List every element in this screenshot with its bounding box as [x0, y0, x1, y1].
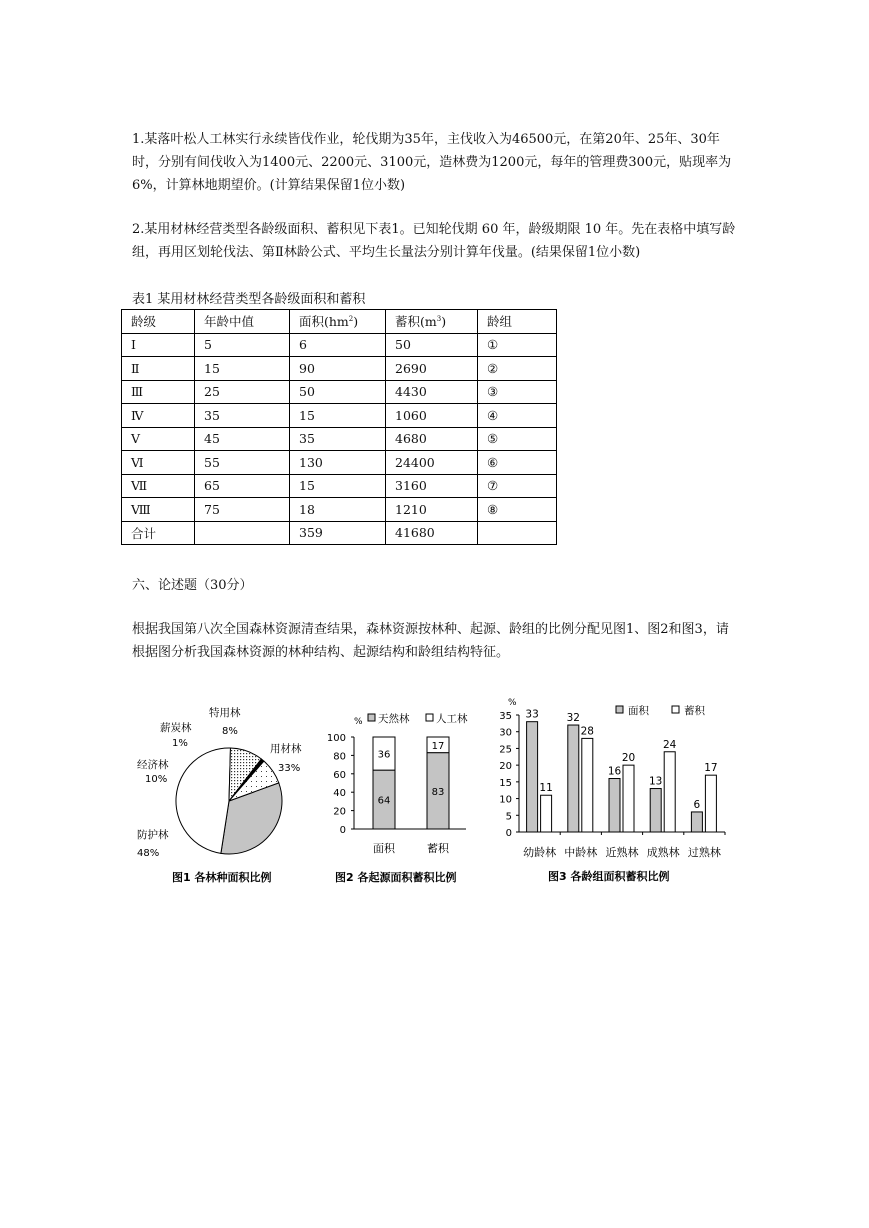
table-cell: Ⅶ — [122, 474, 195, 498]
bar-value-label: 16 — [607, 765, 622, 778]
table-cell: 15 — [290, 404, 386, 428]
table-cell: 合计 — [122, 521, 195, 545]
essay-question: 根据我国第八次全国森林资源清查结果，森林资源按林种、起源、龄组的比例分配见图1、图2和图3，请根据图分析我国森林资源的林种结构、起源结构和龄组结构特征。 — [132, 622, 729, 660]
table-cell: ⑦ — [478, 474, 557, 498]
bar-value-label: 64 — [377, 795, 391, 807]
table-cell: 55 — [195, 451, 290, 475]
y-tick-label: 60 — [333, 769, 346, 781]
header-area-sup: 2 — [348, 315, 354, 324]
table-cell: 130 — [290, 451, 386, 475]
table-cell: 15 — [195, 357, 290, 381]
x-category-label: 中龄林 — [564, 846, 598, 859]
table-cell: 50 — [386, 333, 478, 357]
bar-value-label: 36 — [377, 749, 391, 761]
y-tick-label: 10 — [499, 794, 512, 806]
section-title: 六、论述题（30分） — [132, 578, 253, 593]
header-volume-close: ) — [441, 314, 447, 330]
pie-label: 经济林 — [137, 759, 169, 771]
y-tick-label: 40 — [333, 788, 346, 800]
bar — [691, 812, 702, 832]
table-cell: 3160 — [386, 474, 478, 498]
bar-value-label: 33 — [525, 708, 539, 721]
table-cell: 1060 — [386, 404, 478, 428]
table-cell: Ⅵ — [122, 451, 195, 475]
bar-value-label: 17 — [431, 740, 445, 752]
legend-swatch — [426, 714, 433, 721]
bar — [650, 789, 661, 832]
table-cell: 359 — [290, 521, 386, 545]
x-category-label: 面积 — [373, 842, 395, 855]
table-cell: 4430 — [386, 380, 478, 404]
table-cell: 50 — [290, 380, 386, 404]
question-1: 1.某落叶松人工林实行永续皆伐作业，轮伐期为35年，主伐收入为46500元，在第20年、25年、30年时，分别有间伐收入为1400元、2200元、3100元，造林费为1200元，每年的管理费300元，贴现率为6%，计算林地期望价。(计算结果保留1位小数) — [132, 132, 732, 193]
y-tick-label: 15 — [499, 777, 512, 789]
pie-value-label: 33% — [278, 763, 301, 774]
y-unit-label: % — [354, 717, 363, 727]
table-cell: Ⅰ — [122, 333, 195, 357]
pie-label: 特用林 — [209, 707, 241, 719]
y-tick-label: 5 — [505, 811, 512, 823]
header-age-class: 龄级 — [122, 310, 195, 334]
bar — [541, 795, 552, 832]
figure-2-title: 图2 各起源面积蓄积比例 — [335, 871, 457, 884]
x-category-label: 近熟林 — [605, 846, 639, 859]
y-tick-label: 30 — [499, 727, 512, 739]
bar-value-label: 28 — [580, 725, 594, 738]
header-age-group: 龄组 — [478, 310, 557, 334]
y-tick-label: 0 — [339, 825, 346, 836]
table-cell: 5 — [195, 333, 290, 357]
y-tick-label: 20 — [333, 806, 346, 818]
y-tick-label: 35 — [499, 711, 512, 722]
legend-label: 面积 — [628, 705, 649, 717]
y-tick-label: 80 — [333, 751, 346, 763]
bar — [705, 775, 716, 832]
table-cell: 25 — [195, 380, 290, 404]
legend-swatch — [616, 706, 623, 713]
table-cell: ① — [478, 333, 557, 357]
legend-label: 天然林 — [378, 713, 410, 725]
pie-value-label: 10% — [145, 774, 168, 785]
header-area-close: ) — [353, 314, 359, 330]
y-tick-label: 25 — [499, 744, 512, 756]
pie-value-label: 48% — [137, 848, 160, 859]
table-cell: Ⅱ — [122, 357, 195, 381]
bar — [609, 779, 620, 832]
table-cell: 6 — [290, 333, 386, 357]
figure-2-stacked-bar — [327, 712, 468, 884]
pie-label: 薪炭林 — [160, 722, 192, 734]
figure-3-grouped-bar — [499, 698, 725, 883]
pie-value-label: 8% — [222, 726, 238, 737]
bar — [623, 765, 634, 832]
table-cell: Ⅳ — [122, 404, 195, 428]
table-cell: 90 — [290, 357, 386, 381]
x-category-label: 成熟林 — [646, 846, 680, 859]
figure-1-pie — [137, 706, 302, 884]
legend-swatch — [368, 714, 375, 721]
table-cell: 4680 — [386, 427, 478, 451]
header-volume-text: 蓄积(m — [395, 314, 437, 330]
bar — [664, 752, 675, 832]
y-unit-label: % — [508, 698, 517, 708]
table-cell: Ⅴ — [122, 427, 195, 451]
pie-slice-1 — [176, 748, 231, 853]
bar-value-label: 24 — [663, 738, 677, 751]
legend-label: 蓄积 — [684, 705, 705, 717]
table-cell: 15 — [290, 474, 386, 498]
header-area-text: 面积(hm — [299, 314, 349, 330]
question-2: 2.某用材林经营类型各龄级面积、蓄积见下表1。已知轮伐期 60 年，龄级期限 10 年。先在表格中填写龄组，再用区划轮伐法、第Ⅱ林龄公式、平均生长量法分别计算年伐量。(结果保留1位小数) — [132, 222, 736, 260]
bar-value-label: 13 — [649, 775, 663, 788]
x-category-label: 幼龄林 — [523, 846, 557, 859]
table-cell: 35 — [195, 404, 290, 428]
bar-value-label: 17 — [704, 762, 718, 775]
table-cell: 75 — [195, 498, 290, 522]
table-cell: 35 — [290, 427, 386, 451]
table-cell: 1210 — [386, 498, 478, 522]
bar-value-label: 11 — [539, 782, 553, 795]
table-cell: 45 — [195, 427, 290, 451]
table-cell: ⑧ — [478, 498, 557, 522]
table-cell: 41680 — [386, 521, 478, 545]
table-cell: 24400 — [386, 451, 478, 475]
pie-value-label: 1% — [172, 738, 188, 749]
table-caption: 表1 某用材林经营类型各龄级面积和蓄积 — [132, 292, 366, 307]
bar-value-label: 32 — [566, 712, 580, 725]
x-category-label: 蓄积 — [427, 842, 449, 855]
bar — [568, 725, 579, 832]
bar — [582, 738, 593, 832]
bar-value-label: 6 — [693, 798, 701, 811]
table-cell: 65 — [195, 474, 290, 498]
legend-swatch — [672, 706, 679, 713]
x-category-label: 过熟林 — [687, 846, 721, 859]
table-cell: ⑥ — [478, 451, 557, 475]
pie-label: 防护林 — [137, 829, 169, 841]
bar-value-label: 83 — [431, 786, 445, 798]
y-tick-label: 0 — [505, 828, 512, 839]
bar — [527, 722, 538, 832]
table-cell: Ⅷ — [122, 498, 195, 522]
header-age-mid: 年龄中值 — [195, 310, 290, 334]
figure-1-title: 图1 各林种面积比例 — [172, 871, 272, 884]
table-cell: Ⅲ — [122, 380, 195, 404]
y-tick-label: 20 — [499, 761, 512, 773]
table-cell: ③ — [478, 380, 557, 404]
table-cell: 2690 — [386, 357, 478, 381]
pie-label: 用材林 — [270, 743, 302, 755]
table-cell: ② — [478, 357, 557, 381]
table-cell: ⑤ — [478, 427, 557, 451]
legend-label: 人工林 — [436, 713, 468, 725]
bar-value-label: 20 — [621, 752, 636, 765]
header-volume-sup: 3 — [436, 315, 442, 324]
table-cell: 18 — [290, 498, 386, 522]
y-tick-label: 100 — [326, 733, 346, 744]
figure-3-title: 图3 各龄组面积蓄积比例 — [548, 870, 670, 883]
table-cell: ④ — [478, 404, 557, 428]
